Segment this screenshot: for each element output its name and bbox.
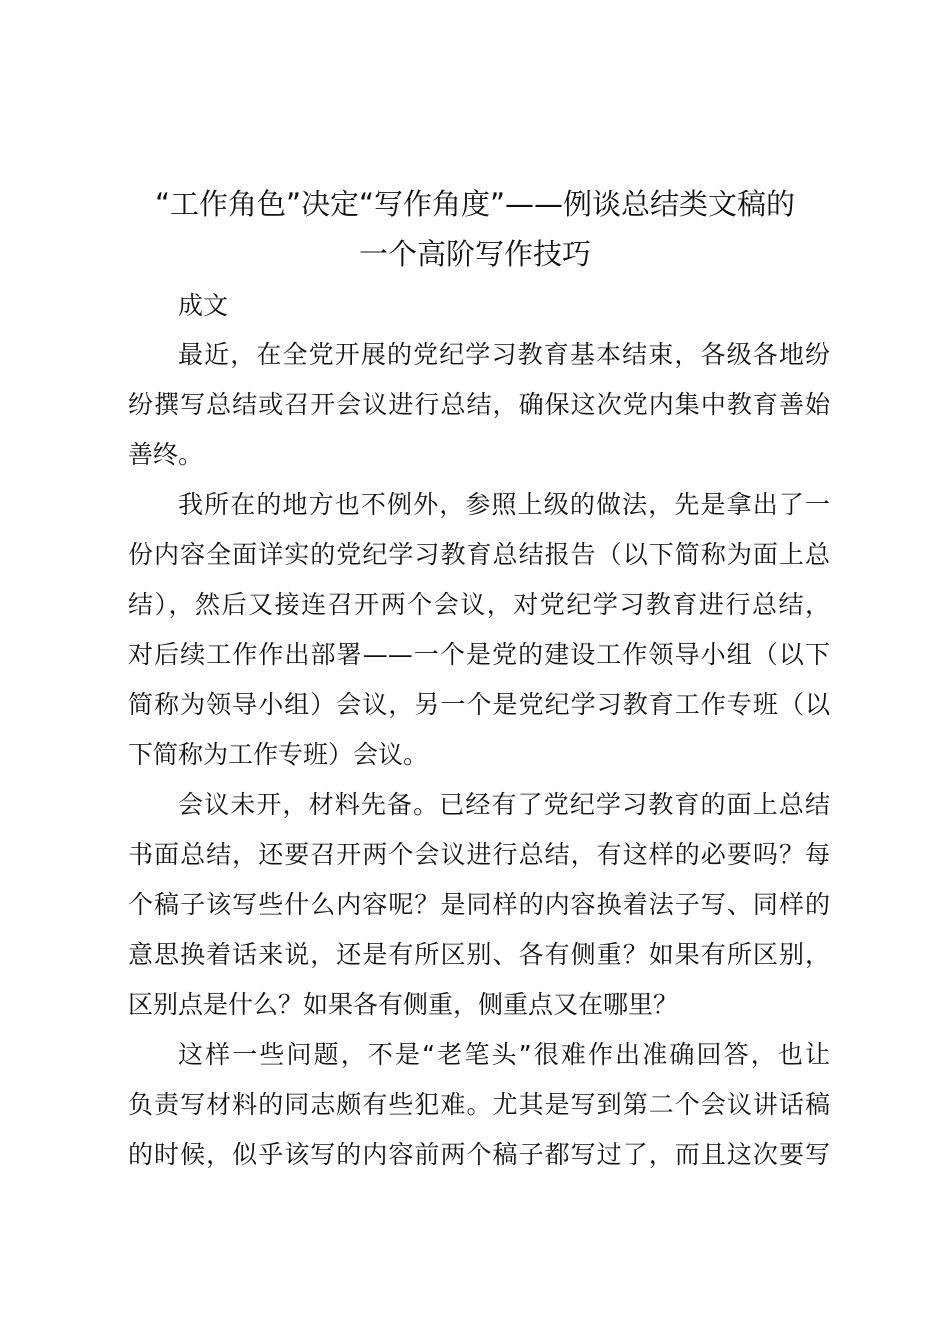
paragraph-3-line-3: 个稿子该写些什么内容呢？是同样的内容换着法子写、同样的 [128, 890, 830, 919]
title-line-2: 一个高阶写作技巧 [358, 237, 591, 271]
paragraph-1-line-3: 善终。 [128, 440, 204, 469]
paragraph-4-line-2: 负责写材料的同志颇有些犯难。尤其是写到第二个会议讲话稿 [128, 1090, 830, 1119]
paragraph-1-line-1: 最近，在全党开展的党纪学习教育基本结束，各级各地纷 [178, 340, 830, 369]
paragraph-2-line-6: 下简称为工作专班）会议。 [128, 740, 429, 769]
paragraph-2-line-5: 简称为领导小组）会议，另一个是党纪学习教育工作专班（以 [128, 690, 830, 719]
paragraph-4-line-3: 的时候，似乎该写的内容前两个稿子都写过了，而且这次要写 [128, 1140, 830, 1169]
paragraph-2-line-4: 对后续工作作出部署——一个是党的建设工作领导小组（以下 [128, 640, 830, 669]
paragraph-3-line-4: 意思换着话来说，还是有所区别、各有侧重？如果有所区别， [128, 940, 830, 969]
paragraph-2-line-1: 我所在的地方也不例外，参照上级的做法，先是拿出了一 [178, 490, 830, 519]
paragraph-1-line-2: 纷撰写总结或召开会议进行总结，确保这次党内集中教育善始 [128, 390, 830, 419]
paragraph-3-line-5: 区别点是什么？如果各有侧重，侧重点又在哪里？ [128, 990, 679, 1019]
paragraph-3-line-2: 书面总结，还要召开两个会议进行总结，有这样的必要吗？每 [128, 840, 830, 869]
paragraph-4-line-1: 这样一些问题，不是“老笔头”很难作出准确回答，也让 [178, 1040, 830, 1069]
title-line-1: “工作角色”决定“写作角度”——例谈总结类文稿的 [154, 187, 796, 221]
paragraph-3-line-1: 会议未开，材料先备。已经有了党纪学习教育的面上总结 [178, 790, 830, 819]
paragraph-2-line-3: 结），然后又接连召开两个会议，对党纪学习教育进行总结， [128, 590, 830, 619]
author: 成文 [178, 291, 229, 320]
paragraph-2-line-2: 份内容全面详实的党纪学习教育总结报告（以下简称为面上总 [128, 540, 830, 569]
